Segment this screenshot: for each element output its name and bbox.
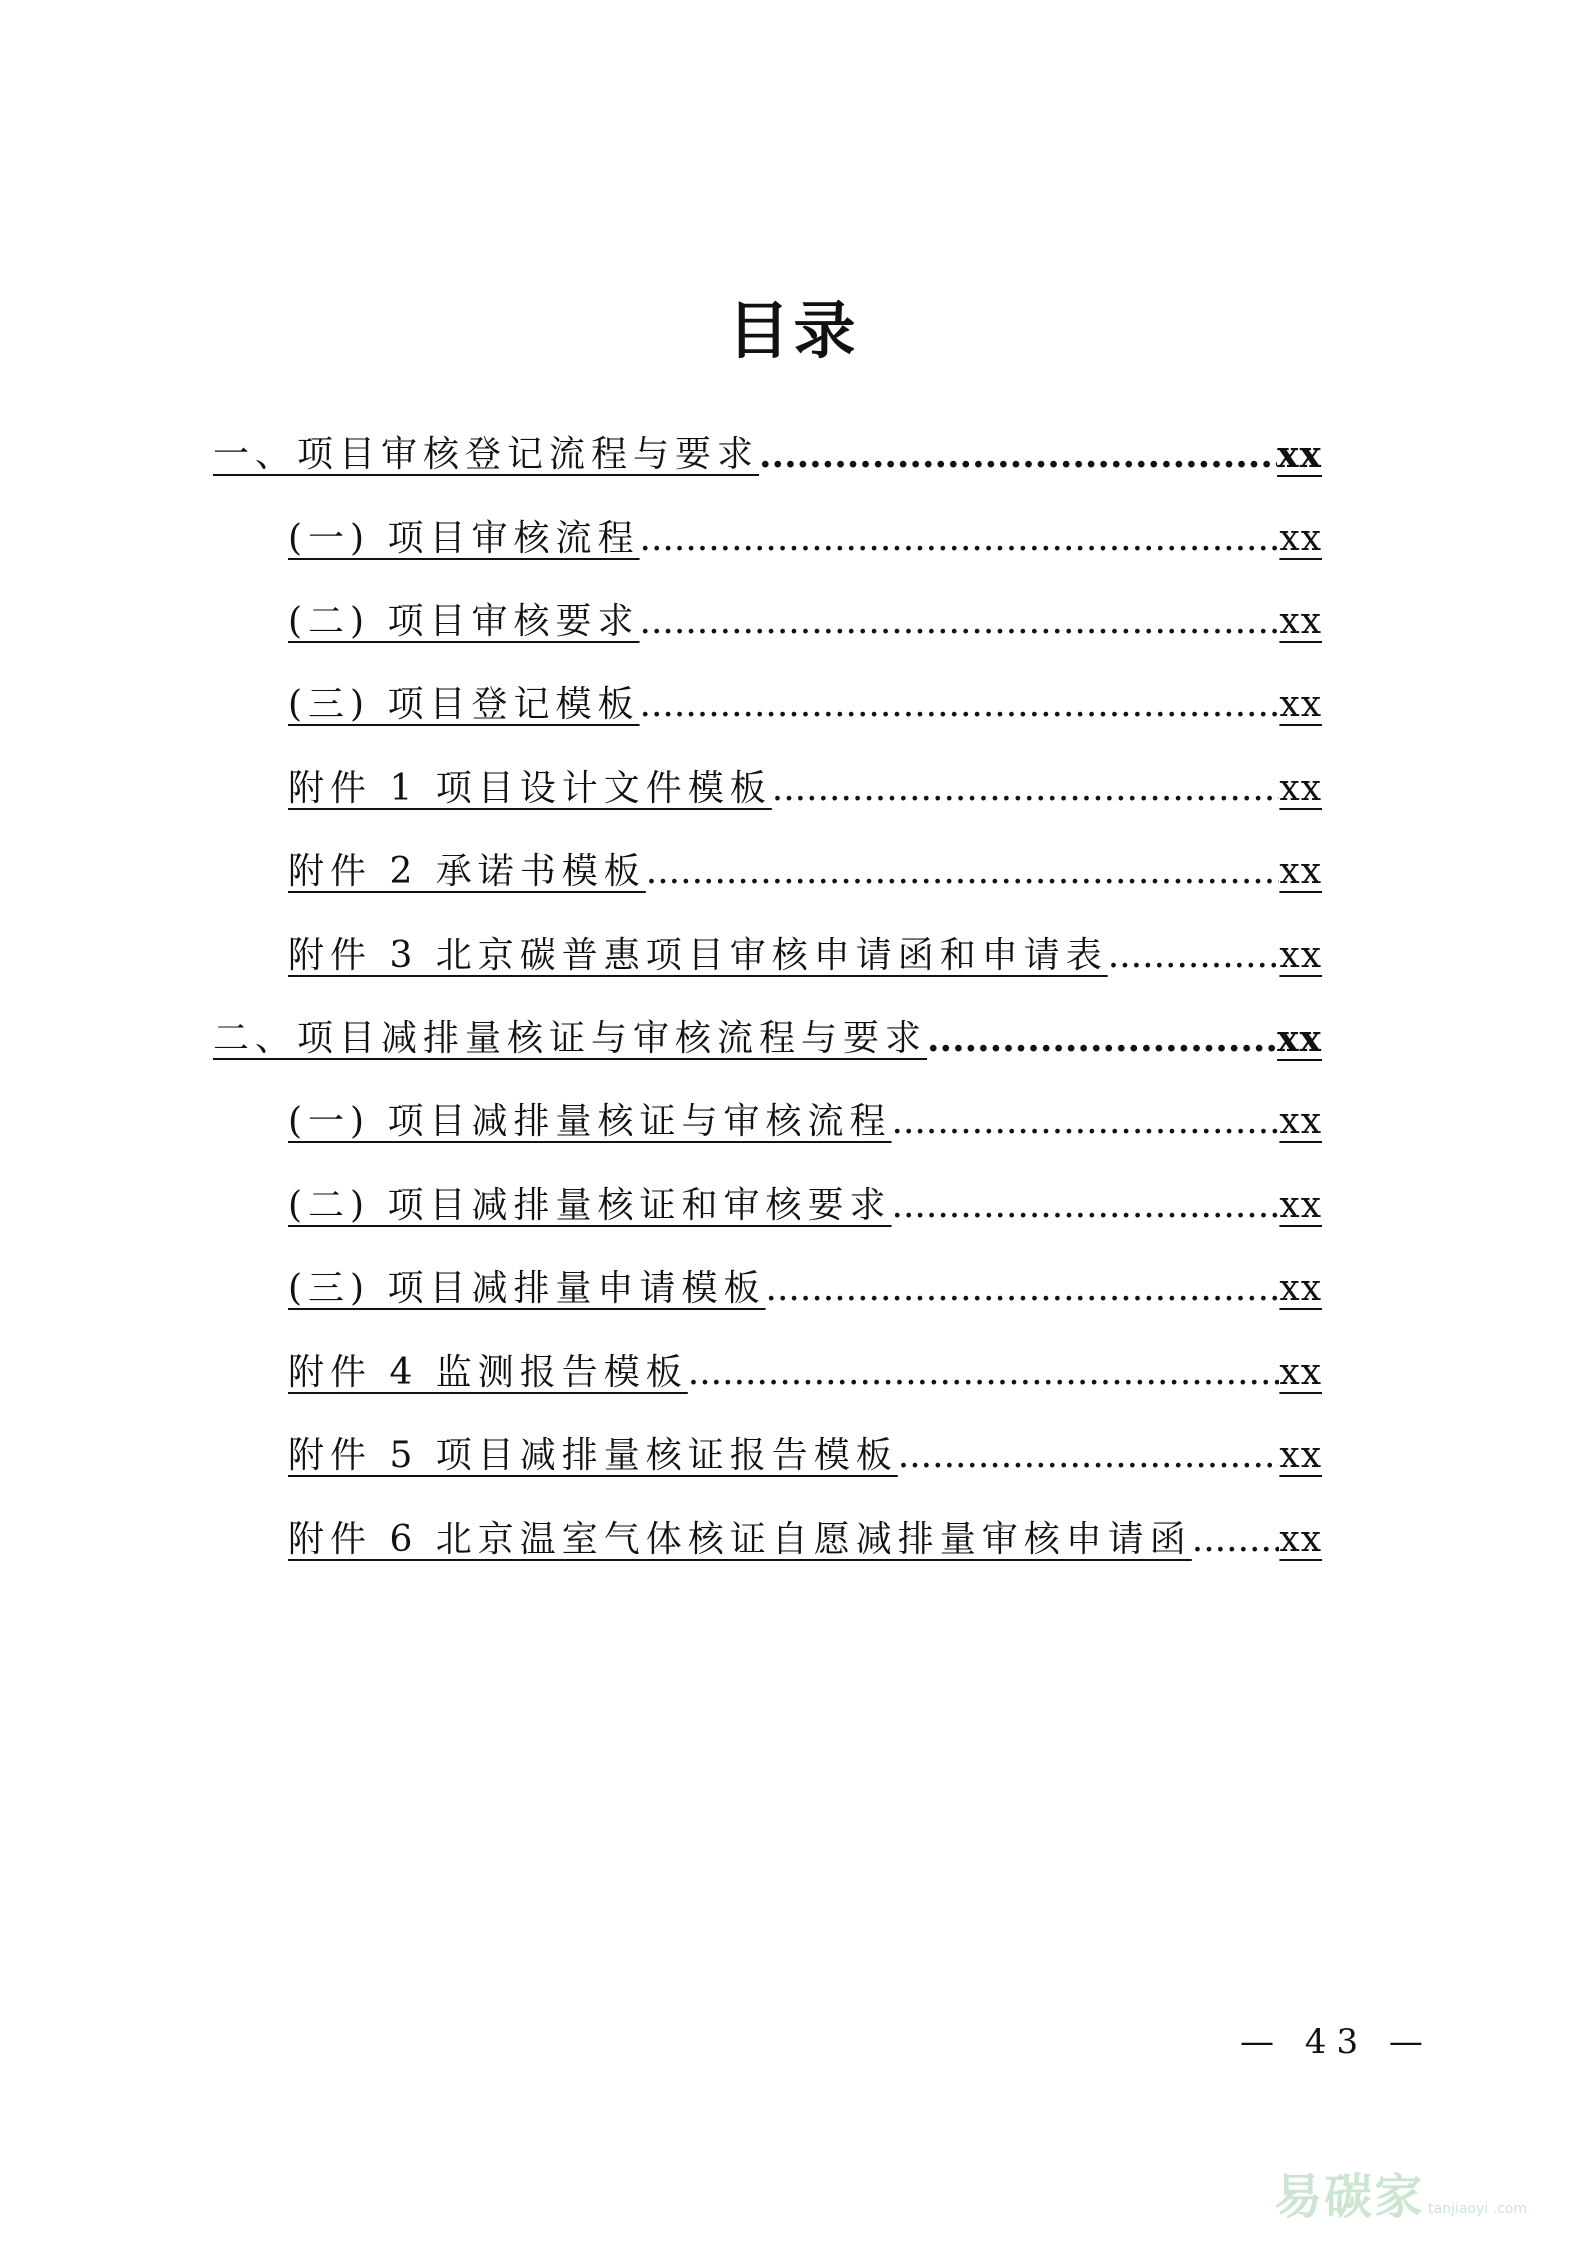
- toc-dot-leader: [892, 1104, 1280, 1140]
- toc-dot-leader: [640, 604, 1280, 640]
- toc-entry-label: (一) 项目审核流程: [288, 518, 640, 559]
- toc-entry-page: xx: [1279, 518, 1322, 559]
- toc-dot-leader: [688, 1355, 1280, 1391]
- watermark-logo: [1274, 2158, 1527, 2227]
- toc-entry-label: 附件 3 北京碳普惠项目审核申请函和申请表: [288, 935, 1108, 976]
- toc-entry-label: (二) 项目减排量核证和审核要求: [288, 1185, 892, 1226]
- toc-entry-label: 附件 1 项目设计文件模板: [288, 768, 772, 809]
- toc-entry-page: xx: [1279, 935, 1322, 976]
- toc-entry-label: (一) 项目减排量核证与审核流程: [288, 1101, 892, 1142]
- toc-dot-leader: [892, 1188, 1280, 1224]
- toc-entry-1-3[interactable]: [288, 673, 1322, 723]
- toc-dot-leader: [927, 1021, 1277, 1057]
- toc-dot-leader: [1108, 938, 1280, 974]
- toc-dot-leader: [898, 1438, 1280, 1474]
- toc-entry-page: xx: [1279, 768, 1322, 809]
- toc-entry-page: xx: [1279, 1519, 1322, 1560]
- toc-entry-label: (三) 项目减排量申请模板: [288, 1268, 766, 1309]
- toc-entry-page: xx: [1279, 1268, 1322, 1309]
- toc-entry-label: 一、项目审核登记流程与要求: [213, 434, 760, 475]
- toc-dot-leader: [1192, 1522, 1280, 1558]
- toc-dot-leader: [646, 854, 1280, 890]
- toc-entry-2-1[interactable]: [288, 1090, 1322, 1140]
- toc-entry-page: xx: [1279, 1435, 1322, 1476]
- toc-entry-page: xx: [1277, 1018, 1322, 1060]
- toc-dot-leader: [640, 521, 1280, 557]
- toc-entry-label: (二) 项目审核要求: [288, 601, 640, 642]
- watermark-brand: 易碳家: [1274, 2169, 1425, 2225]
- toc-entry-section-2[interactable]: [213, 1007, 1322, 1060]
- toc-entry-page: xx: [1279, 1101, 1322, 1142]
- toc-entry-label: 附件 6 北京温室气体核证自愿减排量审核申请函: [288, 1519, 1192, 1560]
- toc-entry-page: xx: [1279, 601, 1322, 642]
- toc-dot-leader: [772, 771, 1280, 807]
- toc-entry-label: 附件 5 项目减排量核证报告模板: [288, 1435, 898, 1476]
- toc-entry-attachment-3[interactable]: [288, 924, 1322, 974]
- toc-entry-label: 附件 4 监测报告模板: [288, 1352, 688, 1393]
- toc-dot-leader: [766, 1271, 1280, 1307]
- toc-entry-page: xx: [1279, 1352, 1322, 1393]
- toc-entry-label: 二、项目减排量核证与审核流程与要求: [213, 1018, 928, 1059]
- toc-entry-page: xx: [1277, 434, 1322, 476]
- toc-dot-leader: [759, 437, 1277, 473]
- page-title: 目录: [727, 294, 860, 367]
- toc-entry-label: 附件 2 承诺书模板: [288, 851, 646, 892]
- toc-entry-1-1[interactable]: [288, 507, 1322, 557]
- toc-entry-2-3[interactable]: [288, 1257, 1322, 1307]
- toc-entry-attachment-5[interactable]: [288, 1424, 1322, 1474]
- toc-entry-page: xx: [1279, 684, 1322, 725]
- toc-entry-attachment-2[interactable]: [288, 840, 1322, 890]
- toc-entry-page: xx: [1279, 1185, 1322, 1226]
- watermark-site: tanjiaoyi .com: [1428, 2200, 1527, 2217]
- toc-entry-1-2[interactable]: [288, 590, 1322, 640]
- toc-entry-2-2[interactable]: [288, 1174, 1322, 1224]
- toc-entry-page: xx: [1279, 851, 1322, 892]
- toc-entry-attachment-1[interactable]: [288, 757, 1322, 807]
- toc-dot-leader: [640, 687, 1280, 723]
- toc-entry-attachment-4[interactable]: [288, 1341, 1322, 1391]
- toc-entry-label: (三) 项目登记模板: [288, 684, 640, 725]
- page-number: — 43 —: [1240, 2022, 1433, 2062]
- toc-entry-attachment-6[interactable]: [288, 1508, 1322, 1558]
- toc-entry-section-1[interactable]: [213, 423, 1322, 476]
